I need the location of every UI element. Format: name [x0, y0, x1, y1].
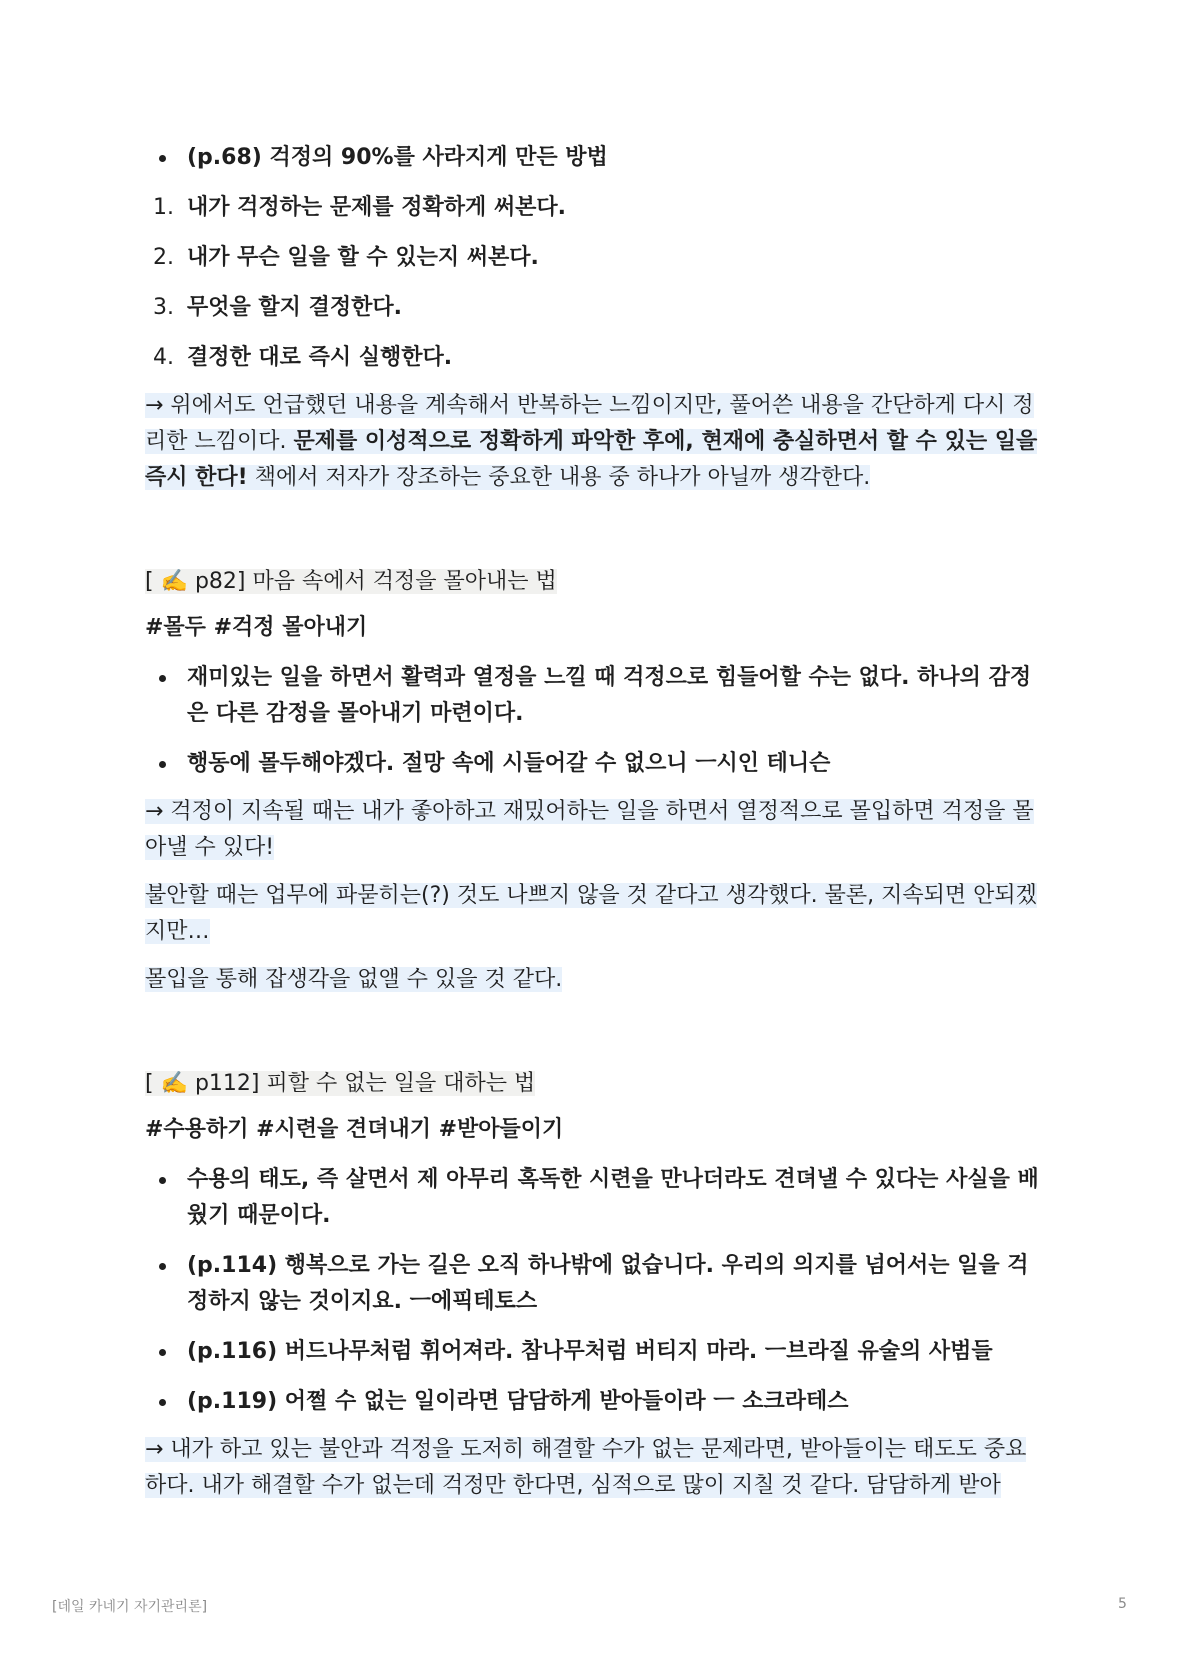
- numbered-item: [145, 290, 1045, 326]
- bullet-item: 재미있는 일을 하면서 활력과 열정을 느낄 때 걱정으로 힘들어할 수는 없다. 하나의 감정은 다른 감정을 몰아내기 마련이다.: [145, 660, 1045, 732]
- page-number: 5: [1118, 1596, 1127, 1612]
- section-heading: [ ✍️ p82] 마음 속에서 걱정을 몰아내는 법: [145, 569, 557, 594]
- item-number: 3.: [153, 295, 174, 320]
- numbered-item: [145, 240, 1045, 276]
- hashtags: #수용하기 #시련을 견뎌내기 #받아들이기: [145, 1117, 564, 1142]
- item-text: 내가 걱정하는 문제를 정확하게 써본다.: [187, 195, 567, 220]
- bullet-item: 행동에 몰두해야겠다. 절망 속에 시들어갈 수 없으니 ㅡ시인 테니슨: [145, 746, 1045, 782]
- hashtags: #몰두 #걱정 몰아내기: [145, 615, 368, 640]
- section-heading: [ ✍️ p112] 피할 수 없는 일을 대하는 법: [145, 1071, 536, 1096]
- reflection-note: → 위에서도 언급했던 내용을 계속해서 반복하는 느낌이지만, 풀어쓴 내용을 간단하게 다시 정리한 느낌이다. 문제를 이성적으로 정확하게 파악한 후에, 현재에 충실하면서 할 수 있는 일을 즉시 한다! 책에서 저자가 장조하는 중요한 내용 중 하나가 아닐까 생각한다.: [145, 393, 1038, 490]
- item-number: 1.: [153, 195, 174, 220]
- item-text: 결정한 대로 즉시 실행한다.: [187, 345, 453, 370]
- item-number: 2.: [153, 245, 174, 270]
- page-content: [145, 140, 1045, 1504]
- reflection-note: 몰입을 통해 잡생각을 없앨 수 있을 것 같다.: [145, 967, 563, 992]
- numbered-item: [145, 190, 1045, 226]
- item-text: 내가 무슨 일을 할 수 있는지 써본다.: [187, 245, 539, 270]
- bullet-item: (p.68) 걱정의 90%를 사라지게 만든 방법: [145, 140, 1045, 176]
- numbered-item: [145, 340, 1045, 376]
- reflection-note: → 걱정이 지속될 때는 내가 좋아하고 재밌어하는 일을 하면서 열정적으로 몰입하면 걱정을 몰아낼 수 있다!: [145, 799, 1034, 860]
- bullet-item: (p.116) 버드나무처럼 휘어져라. 참나무처럼 버티지 마라. ㅡ브라질 유술의 사범들: [145, 1334, 1045, 1370]
- item-text: 무엇을 할지 결정한다.: [187, 295, 402, 320]
- document-title-footer: [데일 카네기 자기관리론]: [52, 1599, 208, 1615]
- bullet-item: (p.114) 행복으로 가는 길은 오직 하나밖에 없습니다. 우리의 의지를 넘어서는 일을 걱정하지 않는 것이지요. ㅡ에픽테토스: [145, 1248, 1045, 1320]
- reflection-note: 불안할 때는 업무에 파묻히는(?) 것도 나쁘지 않을 것 같다고 생각했다. 물론, 지속되면 안되겠지만…: [145, 883, 1037, 944]
- reflection-note: → 내가 하고 있는 불안과 걱정을 도저히 해결할 수가 없는 문제라면, 받아들이는 태도도 중요하다. 내가 해결할 수가 없는데 걱정만 한다면, 심적으로 많이 지칠 것 같다. 담담하게 받아: [145, 1437, 1027, 1498]
- item-number: 4.: [153, 345, 174, 370]
- bullet-item: 수용의 태도, 즉 살면서 제 아무리 혹독한 시련을 만나더라도 견뎌낼 수 있다는 사실을 배웠기 때문이다.: [145, 1162, 1045, 1234]
- bullet-item: (p.119) 어쩔 수 없는 일이라면 담담하게 받아들이라 ㅡ 소크라테스: [145, 1384, 1045, 1420]
